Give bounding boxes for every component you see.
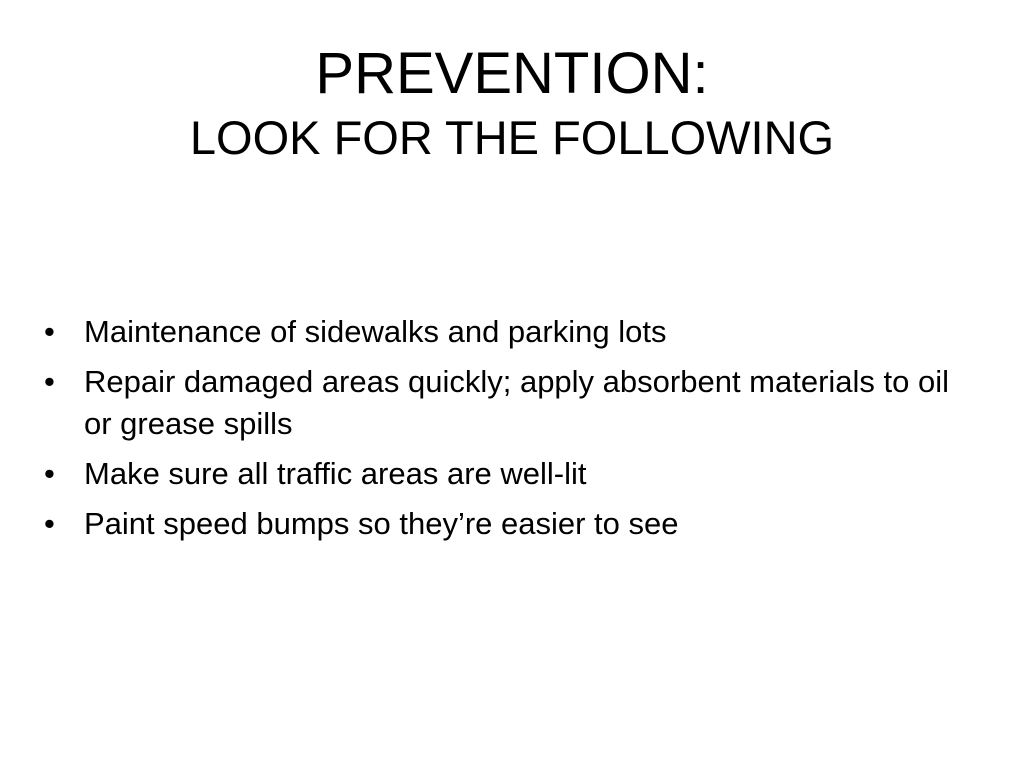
slide-subtitle: LOOK FOR THE FOLLOWING (189, 111, 835, 164)
bullet-item (44, 361, 974, 445)
bullet-text: Make sure all traffic areas are well-lit (84, 456, 587, 491)
bullet-text: Paint speed bumps so they’re easier to see (84, 506, 679, 541)
title-block (0, 38, 1024, 166)
bullet-item (44, 453, 974, 495)
bullet-icon: • (44, 456, 55, 491)
bullet-icon: • (44, 364, 55, 399)
bullet-text: Maintenance of sidewalks and parking lots (84, 314, 667, 349)
bullet-icon: • (44, 506, 55, 541)
bullet-item (44, 311, 974, 353)
bullet-text: Repair damaged areas quickly; apply absorbent materials to oil or grease spills (84, 364, 950, 441)
slide-title: PREVENTION: (315, 41, 709, 106)
bullet-icon: • (44, 314, 55, 349)
bullet-item (44, 503, 974, 545)
bullet-list (44, 311, 974, 553)
